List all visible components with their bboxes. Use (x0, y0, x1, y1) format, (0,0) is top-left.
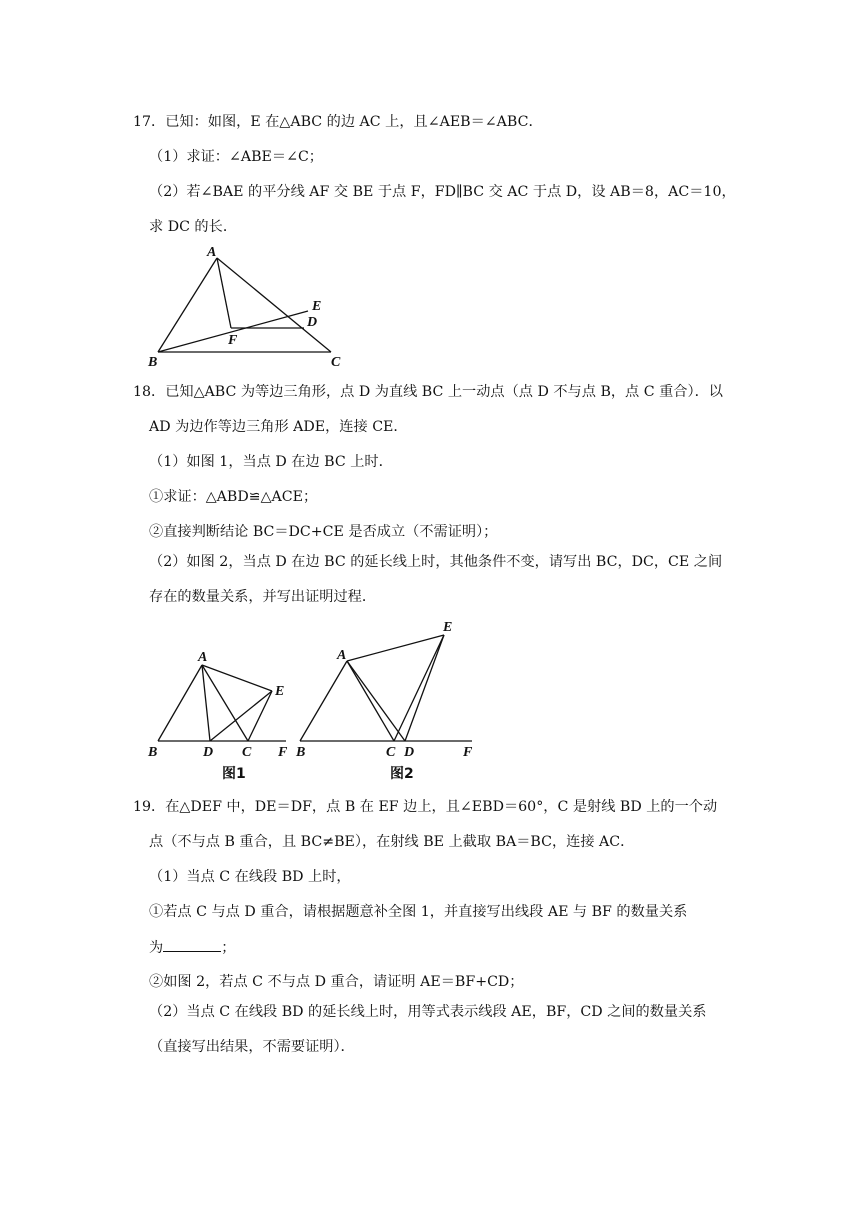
q18-fig1-label-f: F (278, 745, 288, 760)
q18-fig2-label-f: F (463, 745, 473, 760)
q19-part2-line2: （直接写出结果，不需要证明）． (149, 1039, 355, 1055)
q18-stem-line2: AD 为边作等边三角形 ADE，连接 CE． (149, 419, 408, 435)
q17-label-c: C (331, 355, 341, 370)
q19-part1a-suffix: ； (221, 940, 236, 956)
answer-blank[interactable] (163, 937, 221, 952)
q17-label-a: A (207, 245, 217, 260)
q18-fig2-caption: 图2 (390, 766, 414, 782)
q18-fig2-label-e: E (443, 620, 453, 635)
q19-stem-line1: 19．在△DEF 中，DE＝DF，点 B 在 EF 边上，且∠EBD＝60°，C 是射线 BD 上的一个动 (133, 799, 718, 815)
q19-part1a-line2 (149, 937, 235, 958)
q18-figures (140, 615, 480, 785)
q17-label-b: B (148, 355, 158, 370)
q17-part1: （1）求证：∠ABE＝∠C； (149, 149, 323, 165)
q18-part1b: ②直接判断结论 BC＝DC+CE 是否成立（不需证明）； (149, 524, 498, 540)
q18-diagram (140, 615, 480, 785)
q18-fig1-label-b: B (148, 745, 158, 760)
q17-label-f: F (228, 333, 238, 348)
q19-part1a-line1: ①若点 C 与点 D 重合，请根据题意补全图 1，并直接写出线段 AE 与 BF 的数量关系 (149, 904, 688, 920)
q17-figure (140, 240, 360, 370)
q19-part1b: ②如图 2，若点 C 不与点 D 重合，请证明 AE＝BF+CD； (149, 974, 524, 990)
q17-stem: 17．已知：如图，E 在△ABC 的边 AC 上，且∠AEB＝∠ABC． (133, 114, 543, 130)
q17-label-d: D (307, 315, 318, 330)
q18-fig2-label-d: D (404, 745, 415, 760)
q19-stem-line2: 点（不与点 B 重合，且 BC≠BE），在射线 BE 上截取 BA＝BC，连接 AC． (149, 834, 635, 850)
q17-part2-line1: （2）若∠BAE 的平分线 AF 交 BE 于点 F，FD∥BC 交 AC 于点 D，设 AB＝8，AC＝10， (149, 184, 736, 200)
q18-stem-line1: 18．已知△ABC 为等边三角形，点 D 为直线 BC 上一动点（点 D 不与点 B，点 C 重合）．以 (133, 384, 723, 400)
q19-part2-line1: （2）当点 C 在线段 BD 的延长线上时，用等式表示线段 AE，BF，CD 之间的数量关系 (149, 1004, 707, 1020)
q18-part1a: ①求证：△ABD≌△ACE； (149, 489, 318, 505)
q18-fig1-label-d: D (203, 745, 214, 760)
q17-diagram (140, 240, 360, 370)
q18-fig2-label-c: C (386, 745, 396, 760)
q17-label-e: E (312, 299, 322, 314)
q18-part2-line1: （2）如图 2，当点 D 在边 BC 的延长线上时，其他条件不变，请写出 BC，DC，CE 之间 (149, 554, 723, 570)
q18-fig1-label-c: C (242, 745, 252, 760)
q18-fig2-label-a: A (337, 648, 347, 663)
q18-fig2-label-b: B (296, 745, 306, 760)
q19-part1: （1）当点 C 在线段 BD 上时， (149, 869, 351, 885)
q17-part2-line2: 求 DC 的长． (149, 219, 238, 235)
q18-fig1-label-e: E (275, 684, 285, 699)
q18-part2-line2: 存在的数量关系，并写出证明过程． (149, 589, 377, 605)
q18-fig1-label-a: A (198, 650, 208, 665)
q19-part1a-prefix: 为 (149, 940, 164, 956)
q18-part1: （1）如图 1，当点 D 在边 BC 上时． (149, 454, 393, 470)
q18-fig1-caption: 图1 (222, 766, 246, 782)
